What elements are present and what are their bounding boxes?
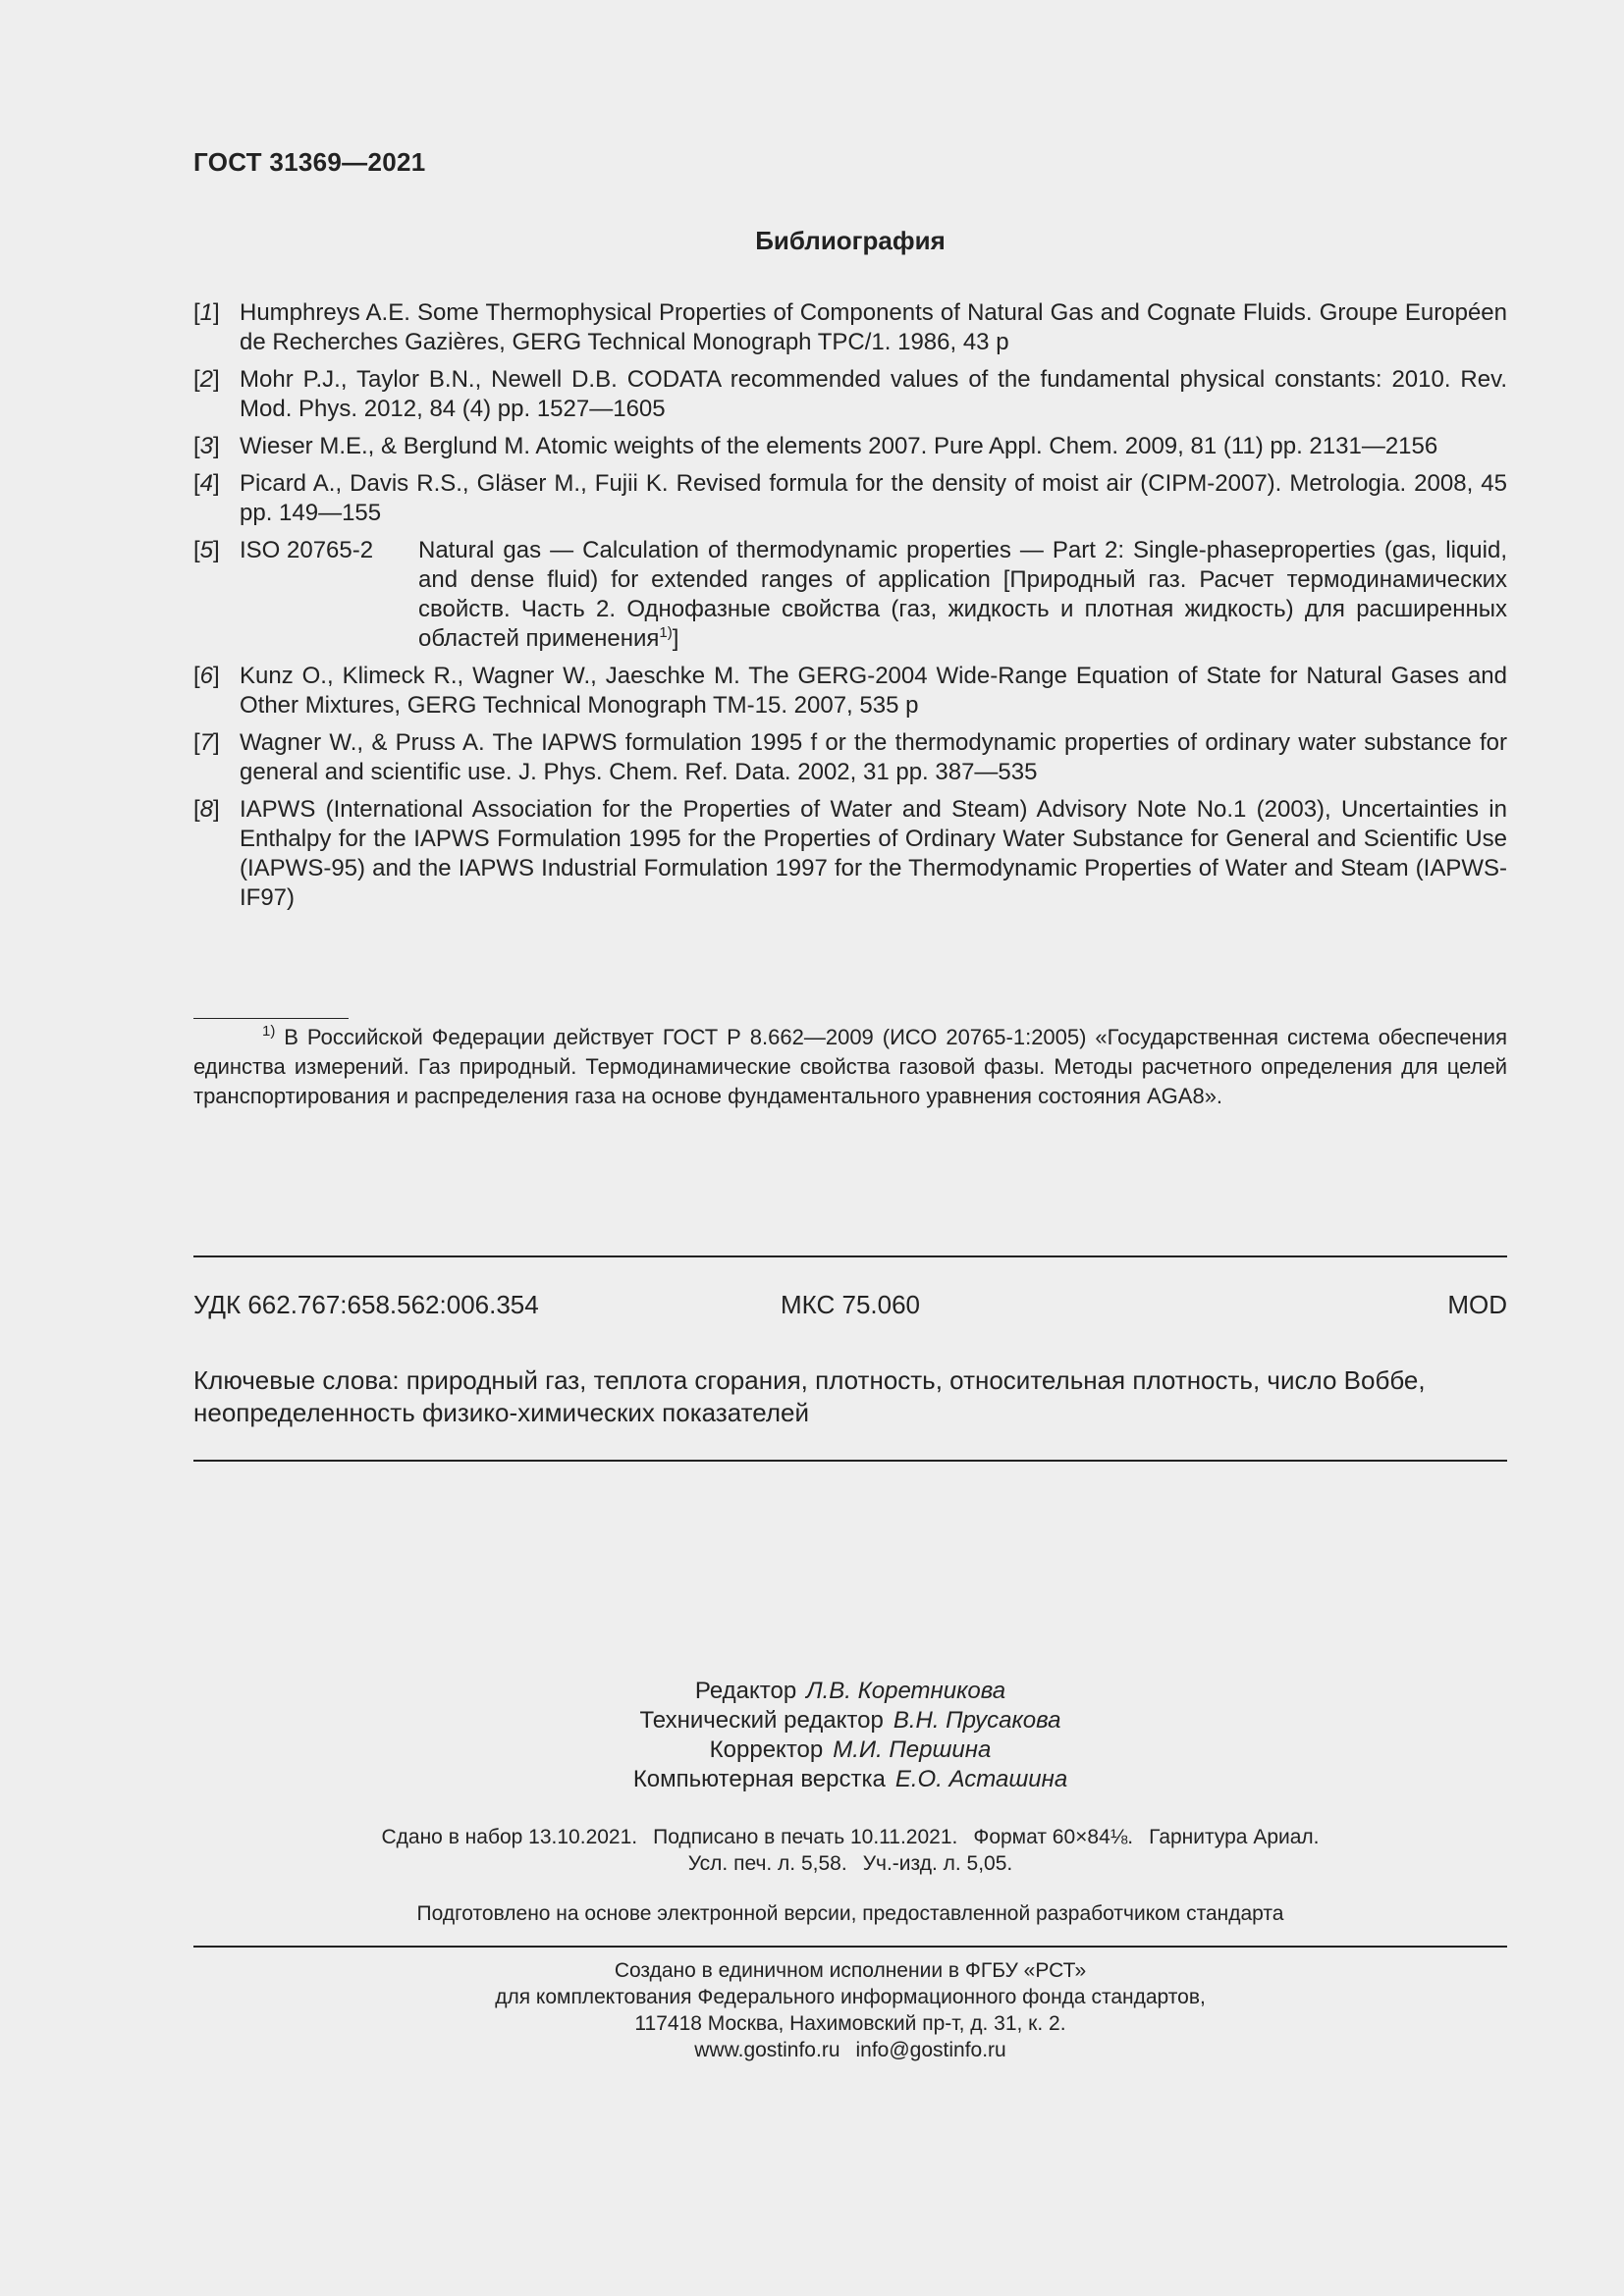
entry-number: [5] <box>193 537 220 563</box>
document-code: ГОСТ 31369—2021 <box>193 147 426 177</box>
footnote-separator <box>193 1018 349 1019</box>
mod-label: MOD <box>1447 1290 1507 1319</box>
entry-text: Wagner W., & Pruss A. The IAPWS formulation 1995 f or the thermodynamic properties of ordinary water substance for general and scientific use. J. Phys. Chem. Ref. Data. 2002, 31 pp. 387—535 <box>240 729 1507 785</box>
entry-number: [3] <box>193 433 220 459</box>
standard-code: ISO 20765-2 <box>240 537 374 563</box>
publisher-line-2: для комплектования Федерального информационного фонда стандартов, <box>495 1986 1206 2008</box>
entry-text: Kunz O., Klimeck R., Wagner W., Jaeschke M. The GERG-2004 Wide-Range Equation of State for Natural Gases and Other Mixtures, GERG Technical Monograph TM-15. 2007, 535 p <box>240 663 1507 719</box>
footnote-reference: 1) <box>659 624 673 641</box>
print-info-line-1: Сдано в набор 13.10.2021. Подписано в печать 10.11.2021. Формат 60×84⅛. Гарнитура Ариал. <box>381 1826 1320 1848</box>
entry-number: [7] <box>193 729 220 756</box>
footnote <box>193 1023 1507 1111</box>
top-divider <box>193 1255 1507 1257</box>
bibliography-entry-5 <box>193 536 1507 654</box>
bibliography-entry-1 <box>193 298 1507 357</box>
entry-text: IAPWS (International Association for the Properties of Water and Steam) Advisory Note No.1 (2003), Uncertainties in Enthalpy for the IAPWS Formulation 1995 for the Properties of Ordinary Water Substance for General and Scientific Use (IAPWS-95) and the IAPWS Industrial Formulation 1997 for the Thermodynamic Properties of Water and Steam (IAPWS-IF97) <box>240 796 1507 911</box>
publisher-line-1: Создано в единичном исполнении в ФГБУ «РСТ» <box>614 1959 1087 1982</box>
credit-layout: Компьютерная верстка Е.О. Асташина <box>632 1766 1068 1792</box>
entry-number: [1] <box>193 299 220 326</box>
footnote-mark: 1) <box>262 1023 276 1040</box>
bibliography-entry-6 <box>193 662 1507 721</box>
email-link[interactable]: info@gostinfo.ru <box>855 2039 1006 2061</box>
credit-editor: Редактор Л.В. Коретникова <box>694 1678 1006 1704</box>
keywords: Ключевые слова: природный газ, теплота сгорания, плотность, относительная плотность, число Воббе, неопределенность физико-химических показателей <box>193 1365 1426 1427</box>
entry-number: [8] <box>193 796 220 823</box>
credit-technical-editor: Технический редактор В.Н. Прусакова <box>639 1707 1061 1734</box>
bibliography-entry-3 <box>193 432 1507 461</box>
bottom-divider <box>193 1460 1507 1462</box>
credit-proofreader: Корректор М.И. Першина <box>709 1736 992 1763</box>
standard-title: Natural gas — Calculation of thermodynamic properties — Part 2: Single-phaseproperties (gas, liquid, and dense fluid) for extended ranges of application [Природный газ. Расчет термодинамических свойств. Часть 2. Однофазные свойства (газ, жидкость и плотная жидкость) для расширенных областей применения$^{1)}$] <box>418 537 1507 652</box>
entry-text: Wieser M.E., & Berglund M. Atomic weights of the elements 2007. Pure Appl. Chem. 2009, 81 (11) pp. 2131—2156 <box>240 433 1438 459</box>
entry-number: [4] <box>193 470 220 497</box>
footnote-text: В Российской Федерации действует ГОСТ Р 8.662—2009 (ИСО 20765-1:2005) «Государственная система обеспечения единства измерений. Газ природный. Термодинамические свойства газовой фазы. Методы расчетного определения для целей транспортирования и распределения газа на основе фундаментального уравнения состояния AGA8». <box>193 1025 1507 1108</box>
entry-text: Picard A., Davis R.S., Gläser M., Fujii K. Revised formula for the density of moist air (CIPM-2007). Metrologia. 2008, 45 pp. 149—155 <box>240 470 1507 526</box>
prepared-note: Подготовлено на основе электронной версии, предоставленной разработчиком стандарта <box>416 1902 1284 1925</box>
print-info <box>193 1824 1507 1877</box>
entry-text: Mohr P.J., Taylor B.N., Newell D.B. CODATA recommended values of the fundamental physical constants: 2010. Rev. Mod. Phys. 2012, 84 (4) pp. 1527—1605 <box>240 366 1507 422</box>
publisher-address: 117418 Москва, Нахимовский пр-т, д. 31, к. 2. <box>634 2012 1066 2035</box>
print-info-line-2: Усл. печ. л. 5,58. Уч.-изд. л. 5,05. <box>687 1852 1013 1875</box>
website-link[interactable]: www.gostinfo.ru <box>694 2039 840 2061</box>
mks-code: МКС 75.060 <box>780 1290 921 1319</box>
udk-code: УДК 662.767:658.562:006.354 <box>193 1290 539 1319</box>
publisher-block <box>193 1957 1507 2063</box>
entry-standard <box>240 536 1507 654</box>
bibliography-title: Библиография <box>755 226 946 255</box>
bibliography-entry-7 <box>193 728 1507 787</box>
credits-block <box>193 1677 1507 1794</box>
entry-number: [6] <box>193 663 220 689</box>
entry-text: Humphreys A.E. Some Thermophysical Properties of Components of Natural Gas and Cognate Fluids. Groupe Européen de Recherches Gazières, GERG Technical Monograph TPC/1. 1986, 43 p <box>240 299 1507 355</box>
bibliography-entry-8 <box>193 795 1507 913</box>
bibliography-list <box>193 298 1507 921</box>
publisher-contacts <box>193 2037 1507 2063</box>
entry-number: [2] <box>193 366 220 393</box>
bibliography-entry-2 <box>193 365 1507 424</box>
publisher-divider <box>193 1946 1507 1948</box>
bibliography-entry-4 <box>193 469 1507 528</box>
